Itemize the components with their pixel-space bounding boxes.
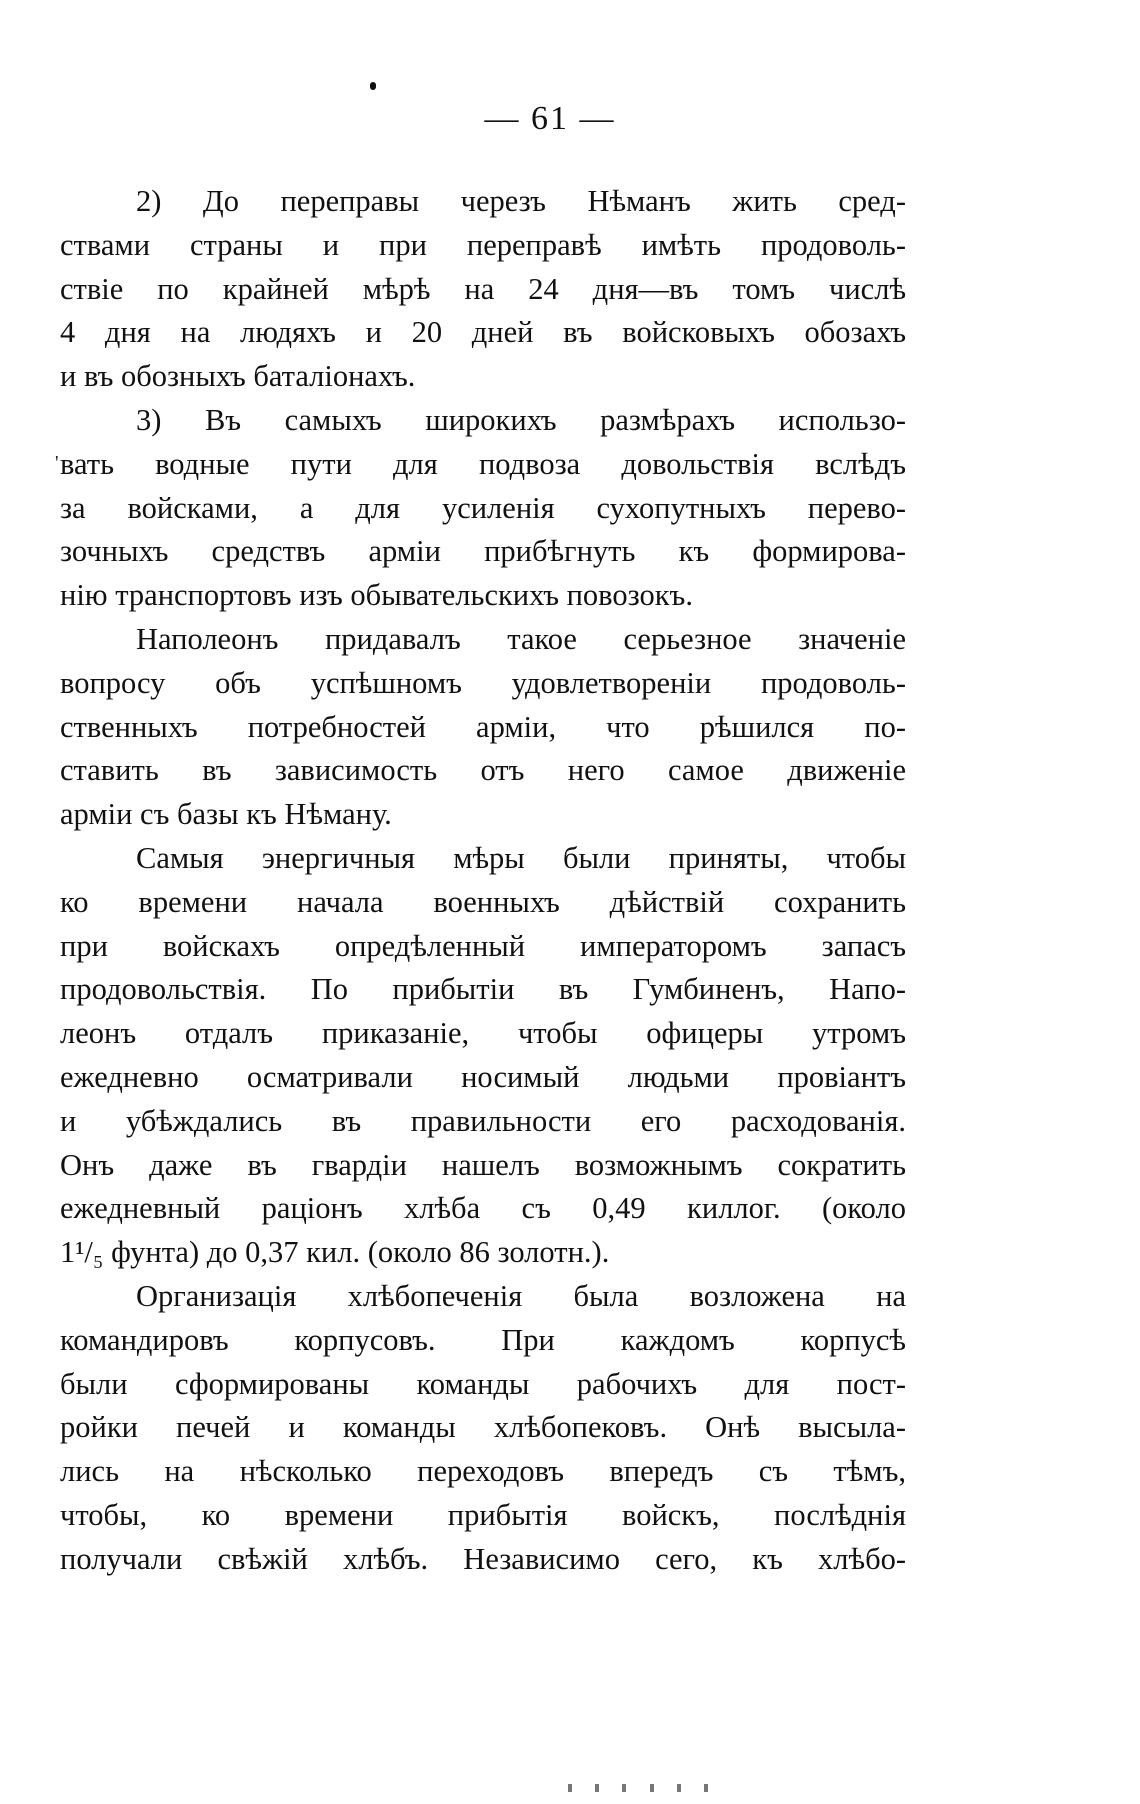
text-line: ственныхъ потребностей арміи, что рѣшился по- <box>60 709 906 744</box>
text-line: ежедневно осматривали носимый людьми провіантъ <box>60 1059 906 1094</box>
text-line: ройки печей и команды хлѣбопековъ. Онѣ высыла- <box>60 1410 906 1445</box>
text-line: при войскахъ опредѣленный императоромъ запасъ <box>60 928 906 963</box>
text-line: нію транспортовъ изъ обывательскихъ повозокъ. <box>60 578 693 613</box>
paragraph-measures <box>60 837 906 1275</box>
text-line: ко времени начала военныхъ дѣйствій сохранить <box>60 884 906 919</box>
paragraph-baking <box>60 1275 906 1582</box>
text-line: 2) До переправы черезъ Нѣманъ жить сред- <box>136 184 906 218</box>
text-line: вать водные пути для подвоза довольствія вслѣдъ <box>60 446 906 481</box>
text-line: 3) Въ самыхъ широкихъ размѣрахъ использо- <box>136 402 906 437</box>
paragraph-item-3 <box>60 399 906 618</box>
page-number: — 61 — <box>484 100 616 137</box>
paragraph-napoleon <box>60 618 906 837</box>
text-line: ствіе по крайней мѣрѣ на 24 дня—въ томъ числѣ <box>60 271 906 306</box>
text-line: 4 дня на людяхъ и 20 дней въ войсковыхъ обозахъ <box>60 315 906 350</box>
text-line: за войсками, а для усиленія сухопутныхъ перево- <box>60 490 906 525</box>
text-line: чтобы, ко времени прибытія войскъ, послѣднія <box>60 1497 906 1532</box>
text-line: зочныхъ средствъ арміи прибѣгнуть къ формирова- <box>60 534 906 569</box>
text-line: ставить въ зависимость отъ него самое движеніе <box>60 753 906 788</box>
text-line: Онъ даже въ гвардіи нашелъ возможнымъ сократить <box>60 1147 906 1182</box>
text-line: были сформированы команды рабочихъ для пост- <box>60 1366 906 1401</box>
text-line: вопросу объ успѣшномъ удовлетвореніи продоволь- <box>60 665 906 700</box>
text-line: командировъ корпусовъ. При каждомъ корпусѣ <box>60 1322 906 1357</box>
text-line: леонъ отдалъ приказаніе, чтобы офицеры утромъ <box>60 1016 906 1051</box>
text-line: лись на нѣсколько переходовъ впередъ съ тѣмъ, <box>60 1454 906 1489</box>
text-line: арміи съ базы къ Нѣману. <box>60 797 392 832</box>
text-line: продовольствія. По прибытіи въ Гумбиненъ, Напо- <box>60 972 906 1007</box>
scan-artifact <box>568 1784 708 1792</box>
text-line: Наполеонъ придавалъ такое серьезное значеніе <box>136 621 906 656</box>
paragraph-item-2 <box>60 180 906 399</box>
text-line: ствами страны и при переправѣ имѣть продоволь- <box>60 227 906 262</box>
margin-mark: ' <box>55 452 59 474</box>
text-line: ежедневный раціонъ хлѣба съ 0,49 киллог. (около <box>60 1191 906 1226</box>
text-line: получали свѣжій хлѣбъ. Независимо сего, къ хлѣбо- <box>60 1541 906 1576</box>
ink-dot <box>370 82 376 90</box>
text-line: и въ обозныхъ баталіонахъ. <box>60 359 416 394</box>
body-text <box>60 180 906 1582</box>
text-line: Самыя энергичныя мѣры были приняты, чтобы <box>136 840 906 875</box>
text-line: 1¹/₅ фунта) до 0,37 кил. (около 86 золотн.). <box>60 1235 610 1270</box>
text-line: Организація хлѣбопеченія была возложена на <box>136 1278 906 1313</box>
text-line: и убѣждались въ правильности его расходованія. <box>60 1103 906 1138</box>
